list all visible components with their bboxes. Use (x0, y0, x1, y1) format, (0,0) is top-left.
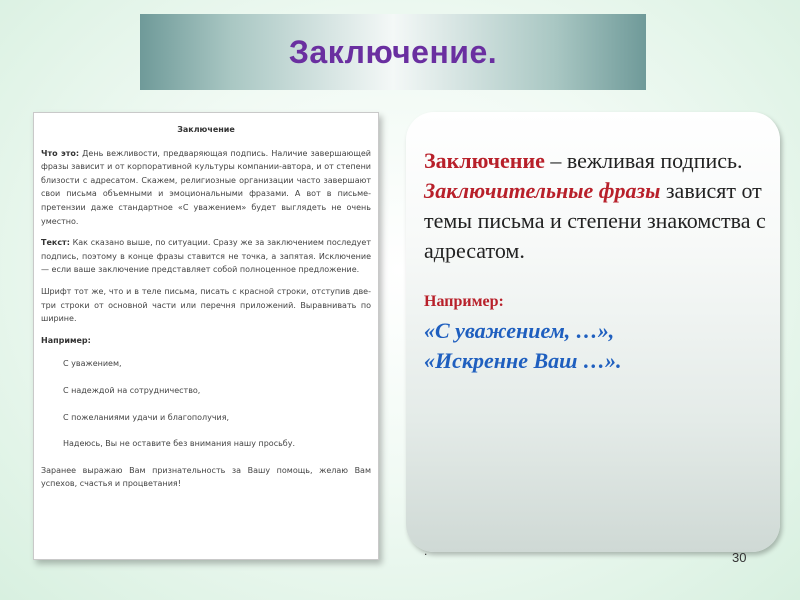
title-bar (140, 14, 646, 90)
example-item: С пожеланиями удачи и благополучия, (63, 412, 230, 422)
summary-example-label: Например: (424, 293, 504, 310)
term-definition: – вежливая подпись. (544, 148, 743, 173)
card-dot: . (424, 544, 428, 558)
summary-example-2: «Искренне Ваш …». (424, 348, 622, 373)
label-text: Текст: (41, 238, 70, 248)
document-paragraph-text (41, 236, 371, 277)
document-paragraph-font: Шрифт тот же, что и в теле письма, писать с красной строки, отступив две-три строки от основной части или перечня приложений. Выравнивать по ширине. (41, 286, 371, 324)
text-what: День вежливости, предваряющая подпись. Наличие завершающей фразы зависит и от корпоративной культуры компании-автора, и от степени близости с адресатом. Скажем, религиозные организации часто завершают свои письма объемными и эмоциональными фразами. А вот в письме-претензии даже стандартное «С уважением» будет выглядеть не очень уместно. (41, 148, 372, 226)
example-item: С уважением, (63, 359, 122, 369)
summary-definition (424, 146, 774, 176)
summary-text (424, 146, 774, 376)
label-what: Что это: (41, 148, 80, 158)
example-item: Надеюсь, Вы не оставите без внимания нашу просьбу. (63, 439, 296, 449)
page-number: 30 (732, 550, 747, 565)
phrases-description: зависят от темы письма и степени знакомства с адресатом. (424, 178, 766, 263)
term-phrases: Заключительные фразы (424, 178, 661, 203)
document-paragraph-what (41, 147, 371, 229)
example-item: С надеждой на сотрудничество, (63, 385, 201, 395)
document-examples-heading: Например: (41, 335, 91, 345)
document-heading: Заключение (177, 125, 235, 134)
document-excerpt (33, 112, 379, 560)
text-text: Как сказано выше, по ситуации. Сразу же за заключением последует подпись, поэтому в конце фразы ставится не точка, а запятая. Исключение — если ваше заключение представляет собой полноценное предложение. (41, 238, 371, 275)
document-closing: Заранее выражаю Вам признательность за Вашу помощь, желаю Вам успехов, счастья и процветания! (41, 465, 371, 489)
slide-title: Заключение. (288, 33, 498, 70)
summary-phrases (424, 176, 774, 266)
summary-example-1: «С уважением, …», (424, 318, 615, 343)
term-conclusion: Заключение (424, 148, 545, 173)
